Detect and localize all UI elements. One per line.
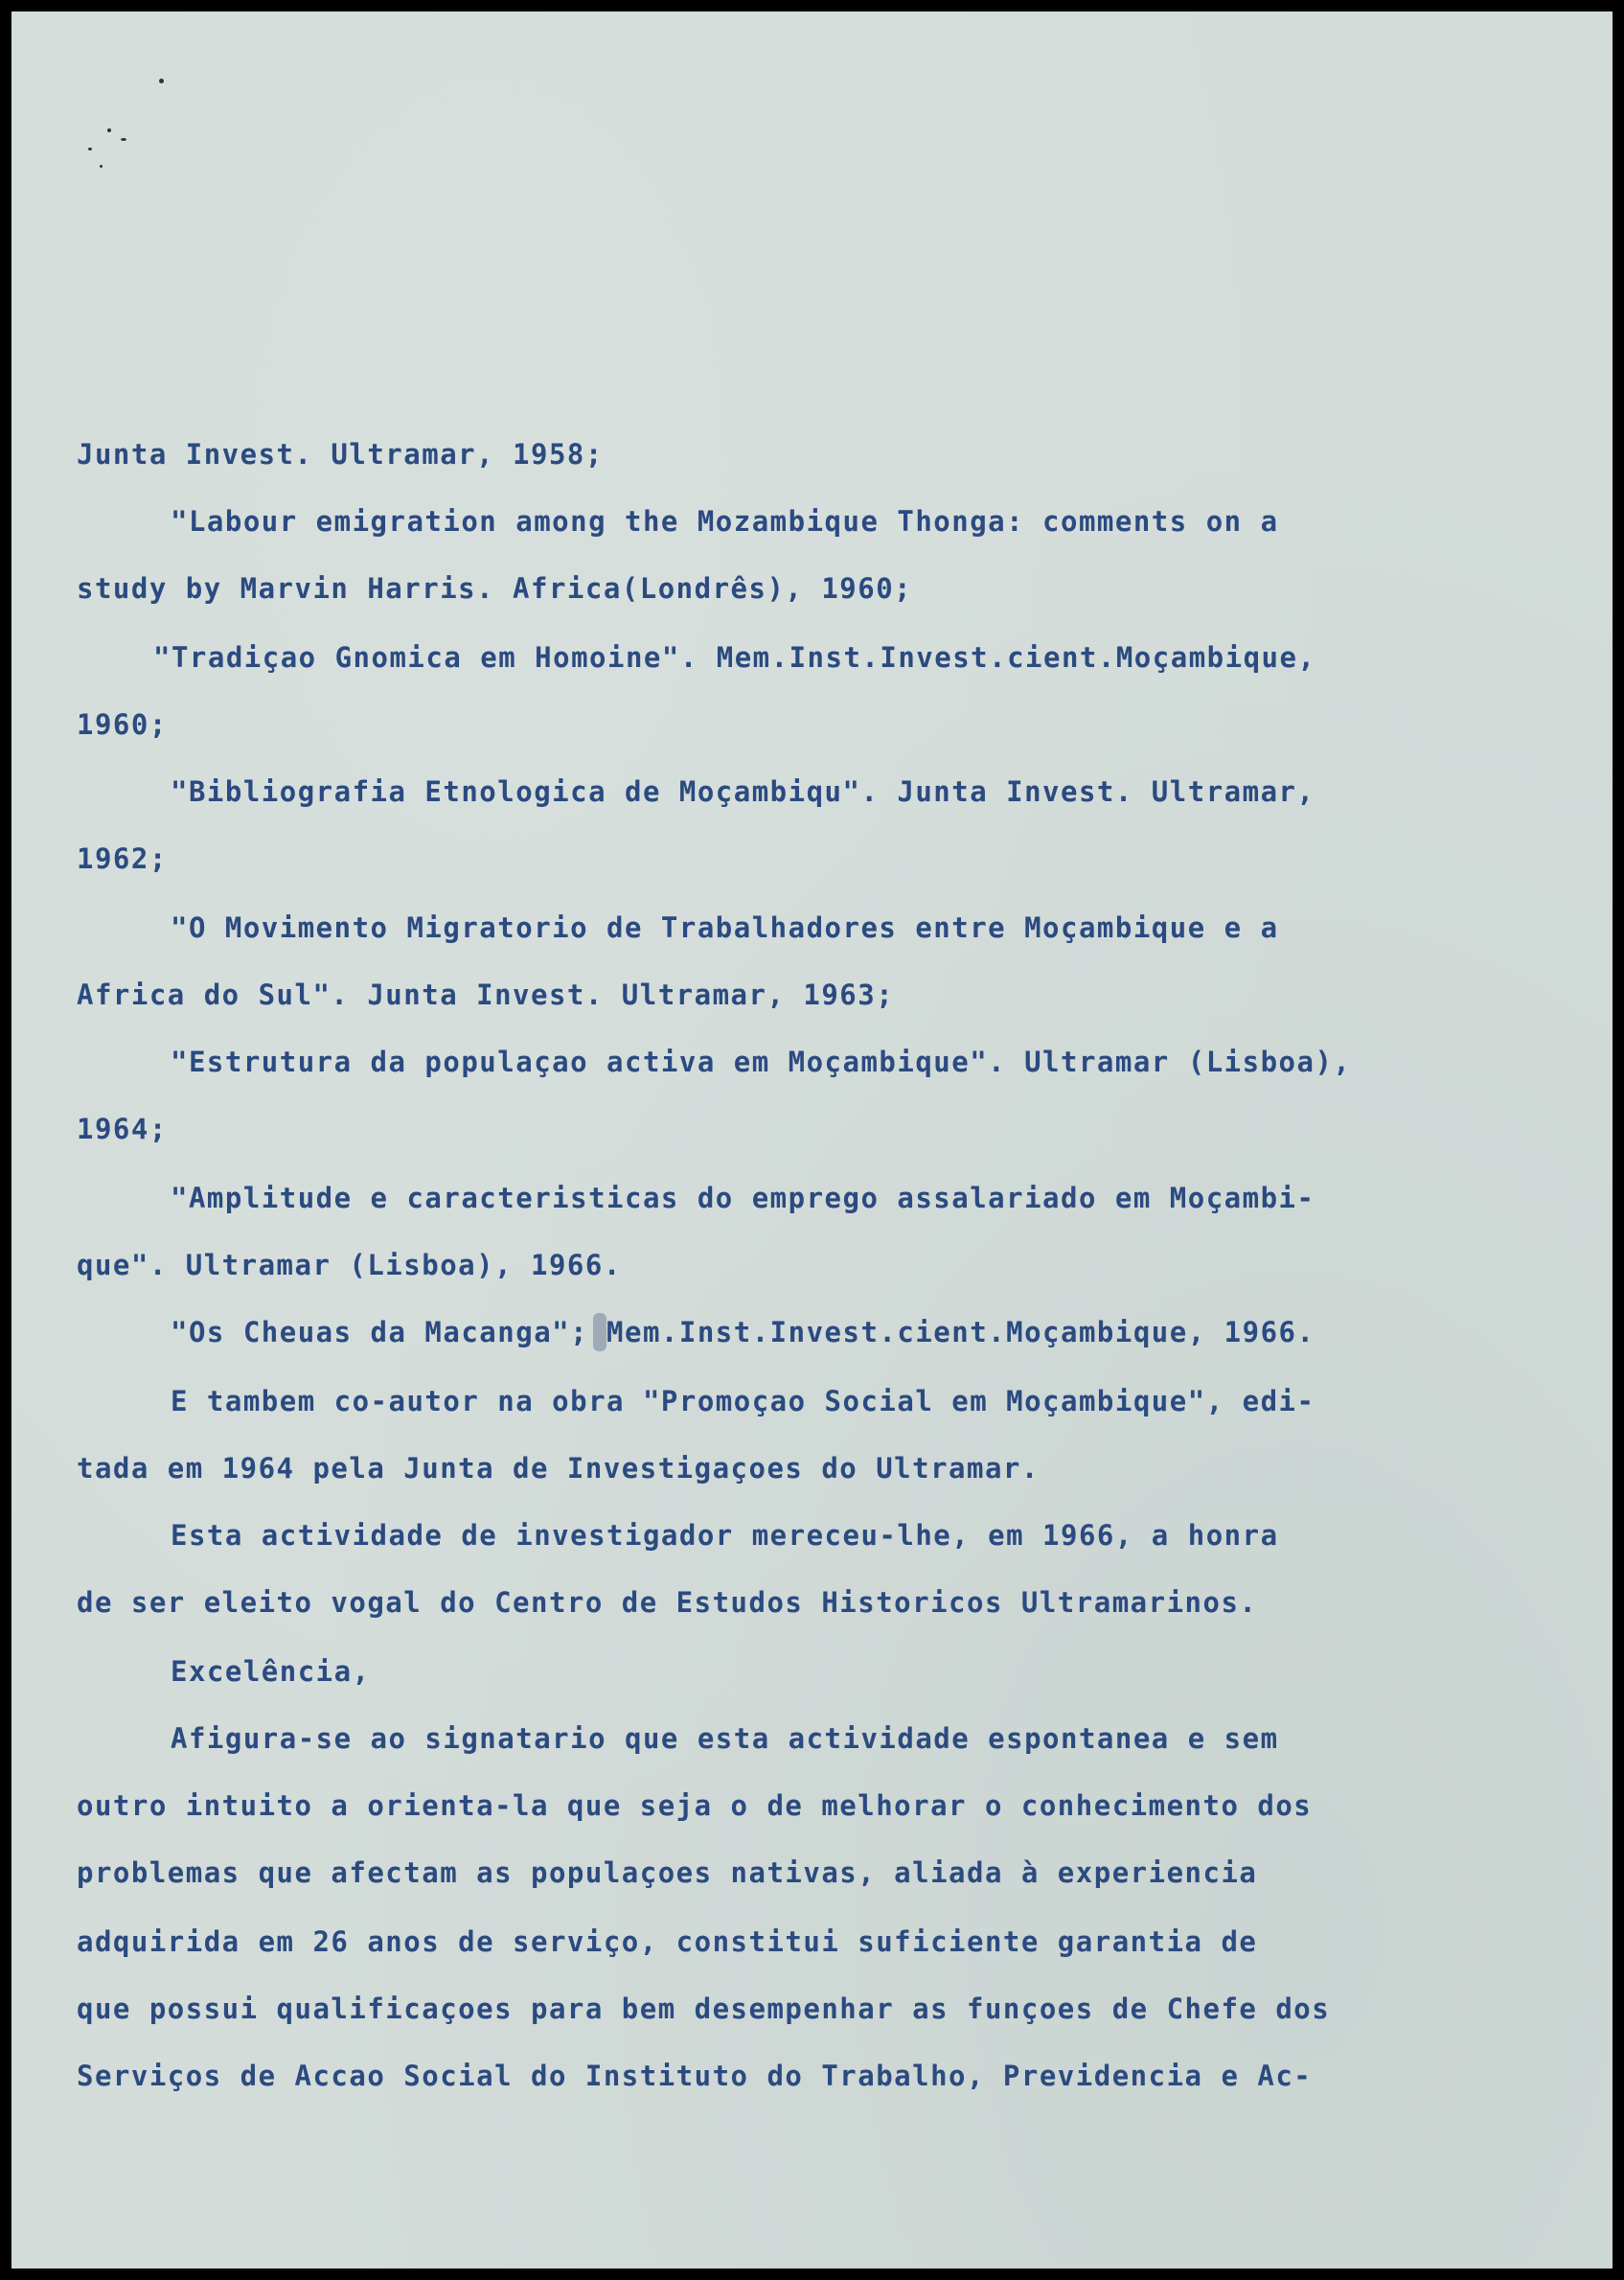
text-line: "Bibliografia Etnologica de Moçambiqu". Junta Invest. Ultramar, <box>171 775 1315 808</box>
text-line: problemas que afectam as populaçoes nativas, aliada à experiencia <box>77 1856 1258 1889</box>
text-line: Serviços de Accao Social do Instituto do Trabalho, Previdencia e Ac- <box>77 2060 1313 2092</box>
text-line: Afigura-se ao signatario que esta actividade espontanea e sem <box>171 1722 1279 1755</box>
typed-page <box>11 12 1613 2268</box>
text-line: adquirida em 26 anos de serviço, constitui suficiente garantia de <box>77 1925 1258 1958</box>
text-line: Esta actividade de investigador mereceu-lhe, em 1966, a honra <box>171 1519 1279 1552</box>
text-line: "Labour emigration among the Mozambique Thonga: comments on a <box>171 505 1279 538</box>
text-line: que". Ultramar (Lisboa), 1966. <box>77 1249 622 1281</box>
text-line: "Tradiçao Gnomica em Homoine". Mem.Inst.Invest.cient.Moçambique, <box>153 641 1316 674</box>
text-line: "Amplitude e caracteristicas do emprego assalariado em Moçambi- <box>171 1182 1315 1214</box>
text-line: 1960; <box>77 708 168 741</box>
text-line: 1962; <box>77 842 168 875</box>
text-line: 1964; <box>77 1113 168 1145</box>
text-line: Africa do Sul". Junta Invest. Ultramar, 1963; <box>77 979 895 1011</box>
text-line: Junta Invest. Ultramar, 1958; <box>77 438 604 471</box>
text-line: "Os Cheuas da Macanga"; Mem.Inst.Invest.cient.Moçambique, 1966. <box>171 1316 1315 1348</box>
text-line: study by Marvin Harris. Africa(Londrês), 1960; <box>77 572 913 605</box>
text-line: E tambem co-autor na obra "Promoçao Social em Moçambique", edi- <box>171 1385 1315 1417</box>
typewritten-text <box>11 12 1613 2268</box>
text-line: Excelência, <box>171 1655 371 1688</box>
text-line: "O Movimento Migratorio de Trabalhadores entre Moçambique e a <box>171 911 1279 944</box>
text-line: tada em 1964 pela Junta de Investigaçoes do Ultramar. <box>77 1452 1040 1485</box>
text-line: "Estrutura da populaçao activa em Moçambique". Ultramar (Lisboa), <box>171 1046 1352 1078</box>
text-line: outro intuito a orienta-la que seja o de melhorar o conhecimento dos <box>77 1789 1313 1822</box>
text-line: de ser eleito vogal do Centro de Estudos Historicos Ultramarinos. <box>77 1586 1258 1619</box>
text-line: que possui qualificaçoes para bem desempenhar as funçoes de Chefe dos <box>77 1992 1331 2025</box>
